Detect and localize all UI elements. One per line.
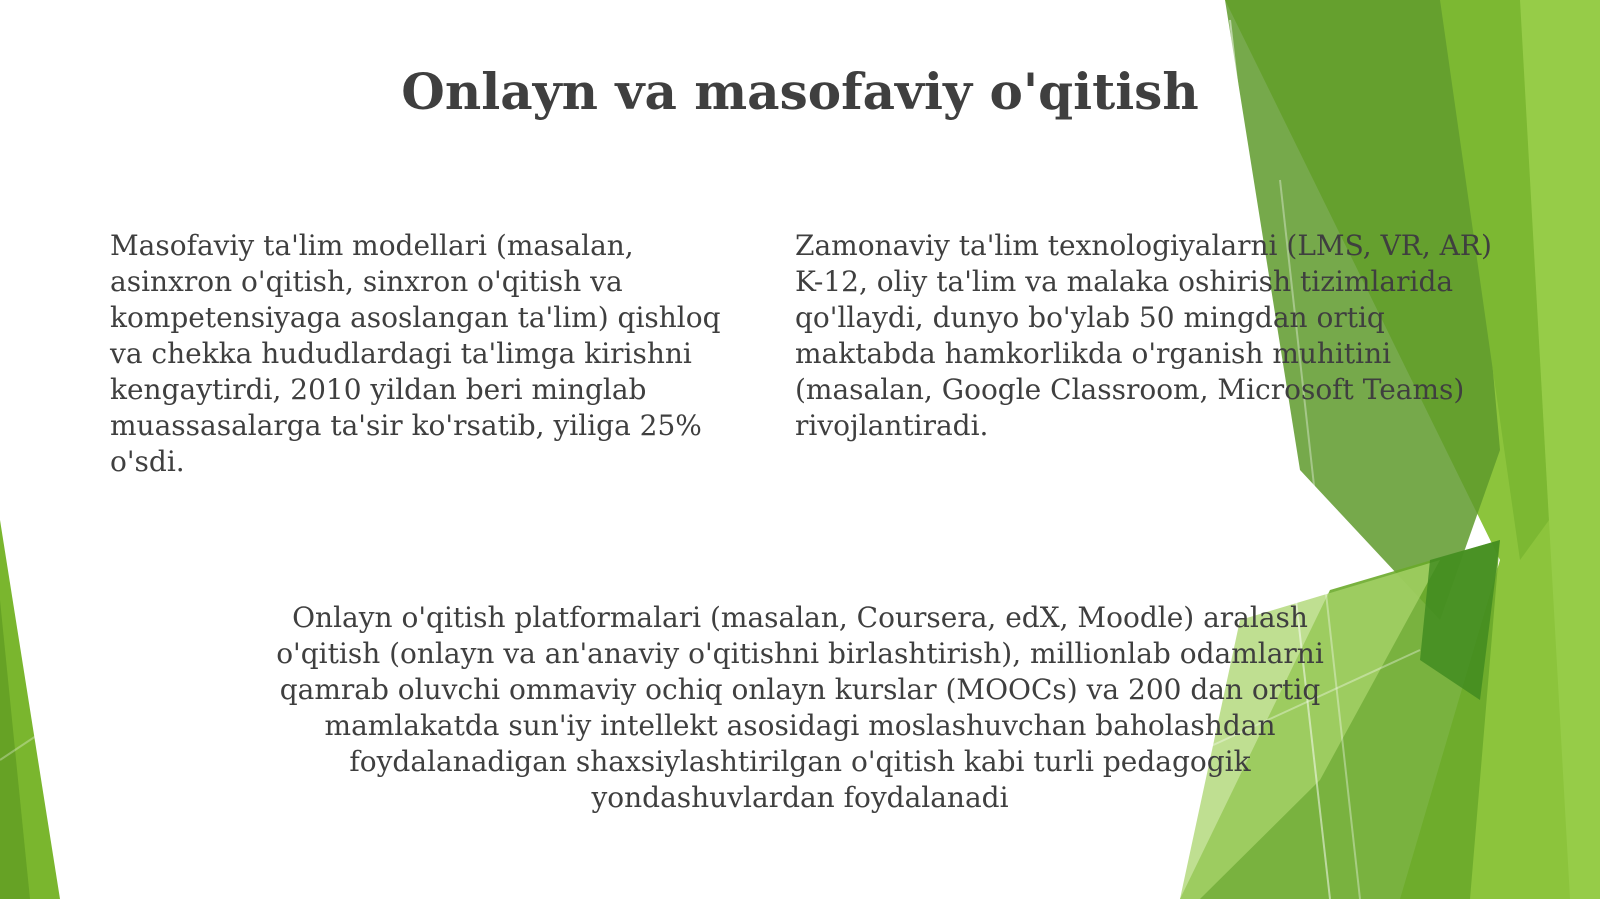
slide-title: Onlayn va masofaviy o'qitish <box>401 62 1199 121</box>
right-paragraph: Zamonaviy ta'lim texnologiyalarni (LMS, VR, AR) K-12, oliy ta'lim va malaka oshirish tizimlarida qo'llaydi, dunyo bo'ylab 50 mingdan ortiq maktabda hamkorlikda o'rganish muhitini (masalan, Google Classroom, Microsoft Teams) rivojlantiradi. <box>795 229 1492 442</box>
left-paragraph: Masofaviy ta'lim modellari (masalan, asinxron o'qitish, sinxron o'qitish va kompetensiyaga asoslangan ta'lim) qishloq va chekka hududlardagi ta'limga kirishni kengaytirdi, 2010 yildan beri minglab muassasalarga ta'sir ko'rsatib, yiliga 25% o'sdi. <box>110 229 721 478</box>
bottom-paragraph: Onlayn o'qitish platformalari (masalan, Coursera, edX, Moodle) aralash o'qitish (onlayn va an'anaviy o'qitishni birlashtirish), millionlab odamlarni qamrab oluvchi ommaviy ochiq onlayn kurslar (MOOCs) va 200 dan ortiq mamlakatda sun'iy intellekt asosidagi moslashuvchan baholashdan foydalanadigan shaxsiylashtirilgan o'qitish kabi turli pedagogik yondashuvlardan foydalanadi <box>276 601 1324 814</box>
